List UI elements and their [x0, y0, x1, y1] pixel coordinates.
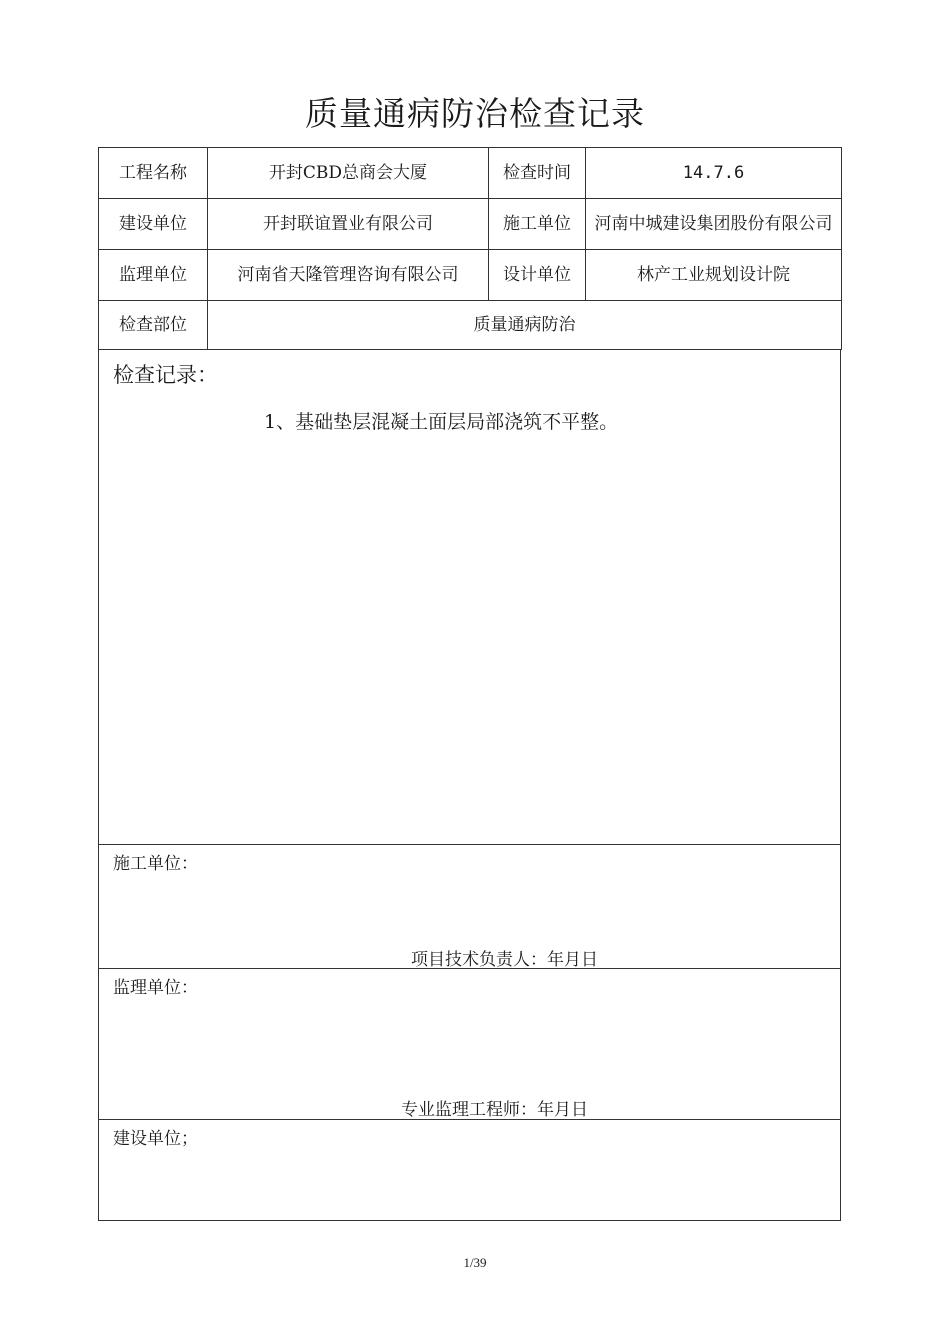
contractor-section-label: 施工单位： — [113, 854, 198, 874]
table-row — [99, 301, 842, 350]
project-info-table — [98, 147, 842, 350]
contractor-section — [98, 845, 841, 969]
inspect-part-value: 质量通病防治 — [208, 301, 842, 350]
project-name-value: 开封CBD总商会大厦 — [208, 148, 489, 199]
owner-label: 建设单位 — [99, 199, 208, 250]
record-label: 检查记录： — [113, 363, 218, 387]
project-name-label: 工程名称 — [99, 148, 208, 199]
table-row — [99, 199, 842, 250]
page-number: 1/39 — [463, 1255, 487, 1270]
designer-value: 林产工业规划设计院 — [586, 250, 842, 301]
record-item: 1、基础垫层混凝土面层局部浇筑不平整。 — [264, 411, 619, 433]
inspect-time-value: 14.7.6 — [586, 148, 842, 199]
supervisor-value: 河南省天隆管理咨询有限公司 — [208, 250, 489, 301]
supervisor-section-label: 监理单位： — [113, 978, 198, 998]
supervisor-signature-line: 专业监理工程师：年月日 — [401, 1100, 588, 1120]
contractor-value: 河南中城建设集团股份有限公司 — [586, 199, 842, 250]
owner-section-label: 建设单位； — [113, 1129, 198, 1149]
supervisor-section — [98, 969, 841, 1120]
owner-value: 开封联谊置业有限公司 — [208, 199, 489, 250]
contractor-label: 施工单位 — [489, 199, 586, 250]
table-row — [99, 250, 842, 301]
contractor-signature-line: 项目技术负责人：年月日 — [411, 950, 598, 970]
designer-label: 设计单位 — [489, 250, 586, 301]
inspect-part-label: 检查部位 — [99, 301, 208, 350]
document-title: 质量通病防治检查记录 — [305, 94, 645, 133]
inspect-time-label: 检查时间 — [489, 148, 586, 199]
owner-section — [98, 1120, 841, 1221]
inspection-record-section — [98, 349, 841, 845]
supervisor-label: 监理单位 — [99, 250, 208, 301]
table-row — [99, 148, 842, 199]
